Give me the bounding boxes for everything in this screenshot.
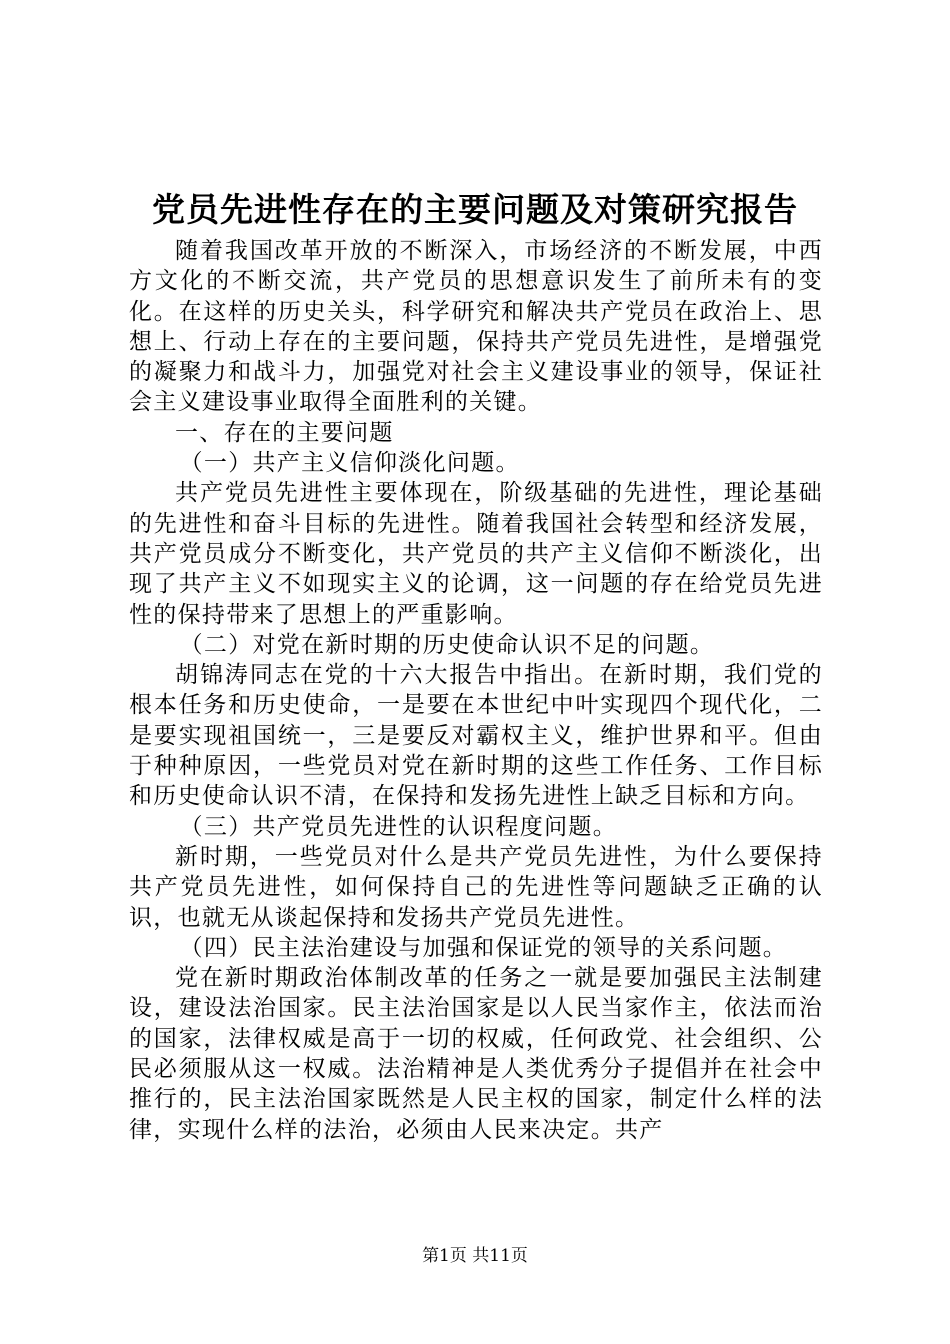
document-title: 党员先进性存在的主要问题及对策研究报告 [152, 190, 798, 229]
subheading-3: （三）共产党员先进性的认识程度问题。 [179, 813, 617, 840]
section-heading-problems: 一、存在的主要问题 [175, 419, 394, 446]
paragraph-2: 胡锦涛同志在党的十六大报告中指出。在新时期，我们党的根本任务和历史使命，一是要在本世纪中叶实现四个现代化，二是要实现祖国统一，三是要反对霸权主义，维护世界和平。但由于种种原因，一些党员对党在新时期的这些工作任务、工作目标和历史使命认识不清，在保持和发扬先进性上缺乏目标和方向。 [129, 662, 823, 810]
paragraph-1: 共产党员先进性主要体现在，阶级基础的先进性，理论基础的先进性和奋斗目标的先进性。随着我国社会转型和经济发展，共产党员成分不断变化，共产党员的共产主义信仰不断淡化，出现了共产主义不如现实主义的论调，这一问题的存在给党员先进性的保持带来了思想上的严重影响。 [129, 480, 823, 628]
paragraph-4: 党在新时期政治体制改革的任务之一就是要加强民主法制建设，建设法治国家。民主法治国家是以人民当家作主，依法而治的国家，法律权威是高于一切的权威，任何政党、社会组织、公民必须服从这一权威。法治精神是人类优秀分子提倡并在社会中推行的，民主法治国家既然是人民主权的国家，制定什么样的法律，实现什么样的法治，必须由人民来决定。共产 [129, 965, 823, 1143]
subheading-2: （二）对党在新时期的历史使命认识不足的问题。 [179, 631, 715, 658]
paragraph-intro: 随着我国改革开放的不断深入，市场经济的不断发展，中西方文化的不断交流，共产党员的思想意识发生了前所未有的变化。在这样的历史关头，科学研究和解决共产党员在政治上、思想上、行动上存在的主要问题，保持共产党员先进性，是增强党的凝聚力和战斗力，加强党对社会主义建设事业的领导，保证社会主义建设事业取得全面胜利的关键。 [129, 238, 823, 416]
document-body [129, 236, 823, 1145]
subheading-1: （一）共产主义信仰淡化问题。 [179, 450, 520, 477]
page-number-footer: 第1页 共11页 [422, 1246, 528, 1266]
paragraph-3: 新时期，一些党员对什么是共产党员先进性，为什么要保持共产党员先进性，如何保持自己的先进性等问题缺乏正确的认识，也就无从谈起保持和发扬共产党员先进性。 [129, 843, 823, 931]
subheading-4: （四）民主法治建设与加强和保证党的领导的关系问题。 [179, 934, 788, 961]
